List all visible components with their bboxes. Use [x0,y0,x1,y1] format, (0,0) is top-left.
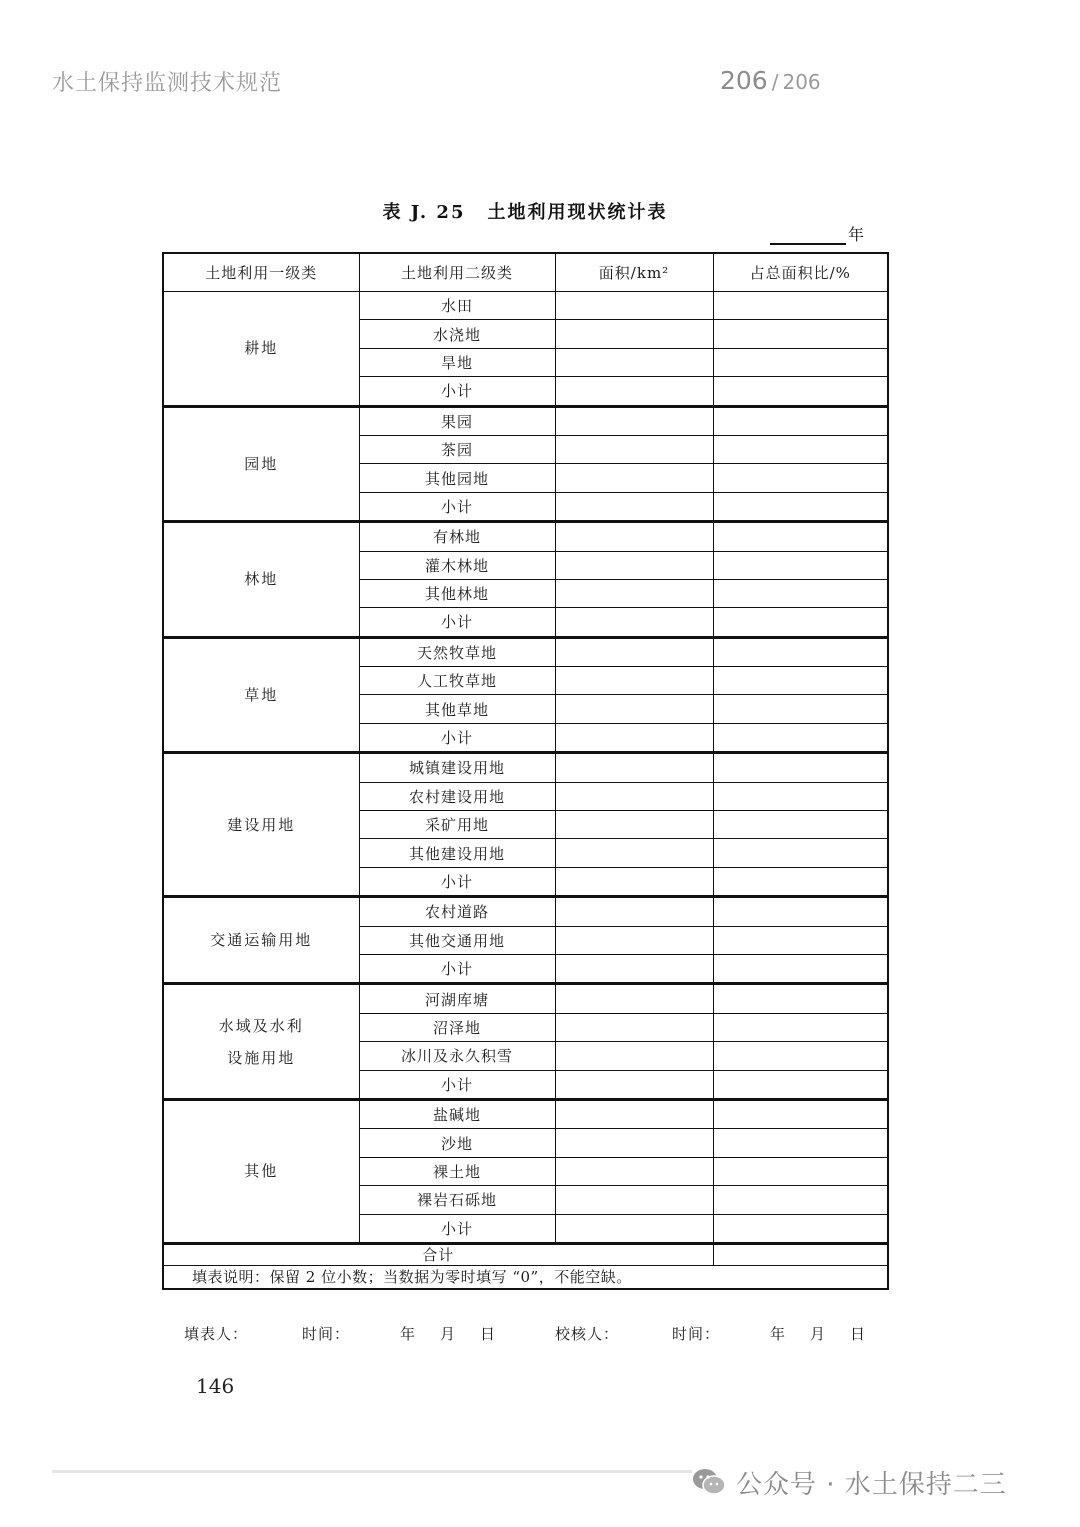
document-title: 水土保持监测技术规范 [52,71,283,96]
secondary-category-cell: 盐碱地 [359,1099,555,1128]
ratio-input-cell[interactable] [713,1042,888,1070]
secondary-category-cell: 裸岩石砾地 [359,1186,555,1214]
checker-label: 校核人： [555,1325,620,1343]
ratio-input-cell[interactable] [713,292,888,320]
wechat-icon [692,1468,726,1496]
area-input-cell[interactable] [555,984,713,1013]
area-input-cell[interactable] [555,1013,713,1041]
ratio-input-cell[interactable] [713,695,888,723]
total-row [163,1243,888,1265]
area-input-cell[interactable] [555,637,713,666]
area-input-cell[interactable] [555,292,713,320]
secondary-category-cell: 其他建设用地 [359,839,555,867]
area-input-cell[interactable] [555,1070,713,1099]
table-row [163,753,888,782]
primary-category-label: 交通运输用地 [210,931,313,950]
fill-day-label: 日 [480,1325,497,1343]
check-year-label: 年 [770,1325,787,1343]
area-input-cell[interactable] [555,377,713,406]
table-name: 土地利用现状统计表 [487,202,668,223]
table-code: 表 J. 25 [382,202,466,223]
area-input-cell[interactable] [555,897,713,926]
fill-year-label: 年 [400,1325,417,1343]
area-input-cell[interactable] [555,522,713,551]
table-row [163,406,888,435]
primary-category-cell [163,637,359,753]
ratio-input-cell[interactable] [713,1129,888,1157]
check-day-label: 日 [850,1325,867,1343]
area-input-cell[interactable] [555,839,713,867]
secondary-category-cell: 灌木林地 [359,551,555,579]
ratio-input-cell[interactable] [713,897,888,926]
secondary-category-cell: 小计 [359,867,555,896]
area-input-cell[interactable] [555,723,713,752]
secondary-category-cell: 河湖库塘 [359,984,555,1013]
ratio-input-cell[interactable] [713,1186,888,1214]
ratio-input-cell[interactable] [713,579,888,607]
secondary-category-cell: 小计 [359,377,555,406]
primary-category-label: 水域及水利 [218,1016,304,1035]
secondary-category-cell: 农村建设用地 [359,782,555,810]
area-input-cell[interactable] [555,811,713,839]
primary-category-label: 建设用地 [227,815,296,834]
secondary-category-cell: 小计 [359,1214,555,1243]
ratio-input-cell[interactable] [713,753,888,782]
secondary-category-cell: 沙地 [359,1129,555,1157]
primary-category-label: 耕地 [244,339,279,358]
fill-month-label: 月 [440,1325,457,1343]
area-input-cell[interactable] [555,667,713,695]
ratio-input-cell[interactable] [713,723,888,752]
area-input-cell[interactable] [555,348,713,376]
watermark [692,1462,1007,1502]
area-input-cell[interactable] [555,1214,713,1243]
secondary-category-cell: 冰川及永久积雪 [359,1042,555,1070]
table-row [163,637,888,666]
ratio-input-cell[interactable] [713,464,888,492]
table-body [163,292,888,1289]
table-row [163,522,888,551]
fill-time-label: 时间： [302,1325,351,1343]
column-header: 土地利用一级类 [163,253,359,292]
ratio-input-cell[interactable] [713,667,888,695]
book-page-number: 146 [196,1374,235,1398]
primary-category-label: 其他 [244,1162,279,1181]
area-input-cell[interactable] [555,1129,713,1157]
table-row [163,984,888,1013]
ratio-input-cell[interactable] [713,926,888,954]
ratio-input-cell[interactable] [713,811,888,839]
area-input-cell[interactable] [555,608,713,637]
secondary-category-cell: 农村道路 [359,897,555,926]
area-input-cell[interactable] [555,492,713,521]
secondary-category-cell: 人工牧草地 [359,667,555,695]
footer-divider [52,1470,692,1473]
secondary-category-cell: 旱地 [359,348,555,376]
secondary-category-cell: 裸土地 [359,1157,555,1185]
area-input-cell[interactable] [555,954,713,983]
area-input-cell[interactable] [555,551,713,579]
primary-category-label: 园地 [244,454,279,473]
area-input-cell[interactable] [555,1099,713,1128]
primary-category-label: 设施用地 [227,1048,296,1067]
land-use-table [162,252,889,1290]
primary-category-cell [163,1099,359,1243]
check-time-label: 时间： [672,1325,721,1343]
area-input-cell[interactable] [555,1186,713,1214]
year-label: 年 [848,225,865,244]
area-input-cell[interactable] [555,782,713,810]
page-separator: / [771,70,779,94]
filler-label: 填表人： [184,1325,249,1343]
primary-category-cell [163,753,359,897]
table-row [163,292,888,320]
ratio-input-cell[interactable] [713,435,888,463]
ratio-input-cell[interactable] [713,348,888,376]
column-header: 土地利用二级类 [359,253,555,292]
secondary-category-cell: 天然牧草地 [359,637,555,666]
table-row [163,1099,888,1128]
secondary-category-cell: 其他交通用地 [359,926,555,954]
secondary-category-cell: 水田 [359,292,555,320]
area-input-cell[interactable] [555,695,713,723]
ratio-input-cell[interactable] [713,377,888,406]
ratio-input-cell[interactable] [713,954,888,983]
secondary-category-cell: 采矿用地 [359,811,555,839]
current-page: 206 [720,66,768,95]
table-row [163,897,888,926]
secondary-category-cell: 城镇建设用地 [359,753,555,782]
secondary-category-cell: 水浇地 [359,320,555,348]
secondary-category-cell: 小计 [359,492,555,521]
fill-instructions: 填表说明：保留 2 位小数；当数据为零时填写 “0”，不能空缺。 [163,1265,888,1289]
ratio-input-cell[interactable] [713,637,888,666]
total-pages: 206 [782,70,821,94]
ratio-input-cell[interactable] [713,867,888,896]
page-indicator [720,66,821,95]
secondary-category-cell: 小计 [359,954,555,983]
primary-category-cell [163,897,359,984]
primary-category-cell [163,984,359,1100]
ratio-input-cell[interactable] [713,608,888,637]
primary-category-label: 草地 [244,685,279,704]
ratio-input-cell[interactable] [713,551,888,579]
primary-category-cell [163,522,359,638]
secondary-category-cell: 其他草地 [359,695,555,723]
ratio-input-cell[interactable] [713,782,888,810]
ratio-input-cell[interactable] [713,984,888,1013]
ratio-input-cell[interactable] [713,1013,888,1041]
secondary-category-cell: 其他园地 [359,464,555,492]
year-field [770,222,864,245]
secondary-category-cell: 小计 [359,723,555,752]
area-input-cell[interactable] [555,753,713,782]
ratio-input-cell[interactable] [713,1157,888,1185]
secondary-category-cell: 其他林地 [359,579,555,607]
ratio-input-cell[interactable] [713,1099,888,1128]
total-value-cell[interactable] [713,1243,888,1265]
area-input-cell[interactable] [555,406,713,435]
watermark-text: 公众号 · 水土保持二三 [736,1469,1007,1500]
year-blank [770,225,846,245]
ratio-input-cell[interactable] [713,406,888,435]
area-input-cell[interactable] [555,435,713,463]
column-header: 占总面积比/% [713,253,888,292]
table-header-row [163,253,888,292]
area-input-cell[interactable] [555,320,713,348]
ratio-input-cell[interactable] [713,492,888,521]
secondary-category-cell: 茶园 [359,435,555,463]
check-month-label: 月 [810,1325,827,1343]
note-row [163,1265,888,1289]
table-title [0,198,1050,224]
ratio-input-cell[interactable] [713,1070,888,1099]
area-input-cell[interactable] [555,867,713,896]
ratio-input-cell[interactable] [713,1214,888,1243]
secondary-category-cell: 果园 [359,406,555,435]
primary-category-label: 林地 [244,570,279,589]
primary-category-cell [163,292,359,407]
area-input-cell[interactable] [555,1042,713,1070]
area-input-cell[interactable] [555,926,713,954]
secondary-category-cell: 小计 [359,608,555,637]
ratio-input-cell[interactable] [713,839,888,867]
column-header: 面积/km² [555,253,713,292]
ratio-input-cell[interactable] [713,522,888,551]
area-input-cell[interactable] [555,579,713,607]
area-input-cell[interactable] [555,1157,713,1185]
area-input-cell[interactable] [555,464,713,492]
ratio-input-cell[interactable] [713,320,888,348]
secondary-category-cell: 沼泽地 [359,1013,555,1041]
total-label: 合计 [163,1243,713,1265]
secondary-category-cell: 小计 [359,1070,555,1099]
primary-category-cell [163,406,359,522]
secondary-category-cell: 有林地 [359,522,555,551]
